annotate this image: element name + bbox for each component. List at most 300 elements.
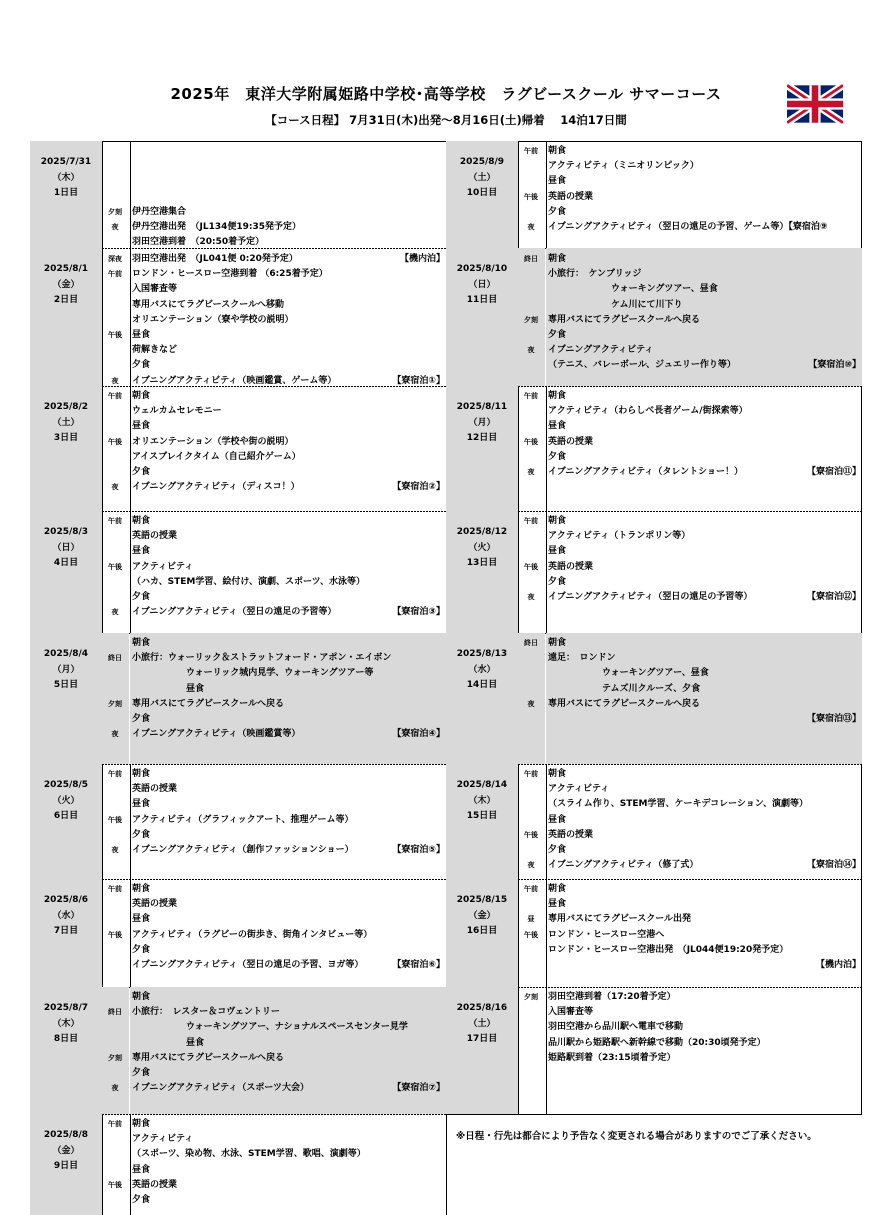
- activity-text: 夕食: [548, 206, 567, 217]
- time-label: 午後: [524, 437, 538, 446]
- schedule-line: [546, 813, 862, 828]
- activity-text: 昼食: [132, 914, 151, 925]
- schedule-line: [108, 767, 446, 782]
- activity-text: 専用バスにてラグビースクールへ戻る: [132, 698, 285, 709]
- schedule-left-column: [30, 141, 446, 1215]
- schedule-line: [527, 343, 862, 358]
- activity-text: ウォーキングツアー、昼食: [548, 668, 709, 679]
- day-block: [30, 511, 446, 633]
- activity-column: [524, 764, 862, 879]
- schedule-line: [108, 1005, 446, 1020]
- day-day: 5日目: [53, 680, 79, 690]
- activity-text: 昼食: [548, 421, 567, 432]
- schedule-line: [111, 1081, 446, 1096]
- schedule-line: [108, 252, 446, 267]
- activity-column: [108, 879, 446, 987]
- time-label: 午後: [524, 192, 538, 201]
- activity-text: （スライム作り、STEM学習、ケーキデコレーション、演劇等）: [548, 799, 809, 810]
- activity-text: 専用バスにてラグビースクールへ移動: [132, 299, 285, 310]
- schedule-line: [130, 990, 446, 1005]
- activity-text: 夕食: [548, 330, 567, 340]
- activity-text: 夕食: [132, 360, 151, 371]
- schedule-line: [546, 205, 862, 220]
- schedule-line: [130, 897, 446, 912]
- lodging-label: 【寮宿泊⑭】: [806, 860, 861, 871]
- activity-column: [108, 1114, 446, 1215]
- schedule-line: [130, 958, 446, 973]
- schedule-line: [108, 1051, 446, 1066]
- schedule-line: [130, 1066, 446, 1081]
- schedule-line: [546, 1051, 862, 1066]
- time-label: 終日: [524, 255, 538, 263]
- time-label: 夜: [111, 730, 119, 739]
- activity-text: アクティビティ: [132, 1134, 194, 1145]
- activity-text: 夕食: [548, 576, 567, 587]
- activity-text: 夕食: [132, 1068, 151, 1078]
- schedule-line: [524, 144, 862, 159]
- activity-text: アクティビティ（ミニオリンピック）: [548, 161, 699, 172]
- day-date: 2025/8/8: [43, 1130, 89, 1140]
- schedule-line: [130, 419, 446, 434]
- schedule-line: [546, 682, 862, 697]
- day-date: 2025/8/9: [459, 157, 505, 167]
- time-label: 夜: [111, 223, 119, 231]
- time-label: 午後: [108, 437, 122, 446]
- schedule-line: [130, 174, 446, 189]
- activity-text: 小旅行： ケンブリッジ: [548, 269, 642, 280]
- schedule-line: [546, 450, 862, 465]
- schedule-line: [527, 590, 862, 605]
- day-date-cell: [446, 633, 518, 764]
- day-date-cell: [446, 511, 518, 633]
- day-weekday: （水）: [52, 910, 80, 921]
- time-label: 午後: [524, 830, 538, 839]
- activity-text: 昼食: [132, 1164, 151, 1175]
- schedule-line: [546, 404, 862, 419]
- time-label: 夜: [527, 346, 535, 355]
- schedule-line: [524, 560, 862, 575]
- day-date: 2025/8/4: [43, 649, 89, 659]
- time-label: 夜: [527, 699, 535, 708]
- schedule-line: [130, 828, 446, 843]
- activity-text: 朝食: [132, 769, 151, 779]
- time-label: 午後: [524, 562, 538, 571]
- day-date: 2025/7/31: [40, 157, 92, 167]
- schedule-line: [546, 544, 862, 559]
- day-block: [30, 633, 446, 764]
- schedule-line: [527, 858, 862, 873]
- activity-text: 昼食: [548, 546, 567, 557]
- time-label: 午前: [524, 147, 538, 155]
- day-date-cell: [446, 987, 518, 1114]
- time-label: 夕刻: [108, 207, 122, 216]
- day-block: [446, 141, 862, 248]
- activity-text: 英語の授業: [132, 784, 178, 795]
- schedule-line: [130, 590, 446, 605]
- activity-column: [524, 386, 862, 511]
- activity-text: 昼食: [132, 421, 151, 432]
- activity-text: イブニングアクティビティ: [548, 345, 654, 356]
- day-date: 2025/8/5: [43, 780, 89, 790]
- schedule-line: [130, 450, 446, 465]
- day-block: [446, 633, 862, 764]
- time-label: 終日: [108, 654, 122, 663]
- activity-text: 小旅行： レスター＆コヴェントリー: [132, 1007, 280, 1018]
- lodging-label: 【寮宿泊⑩】: [808, 360, 861, 371]
- activity-column: [108, 511, 446, 633]
- activity-column: [108, 386, 446, 511]
- schedule-line: [546, 958, 862, 973]
- activity-text: イブニングアクティビティ（翌日の遠足の予習、ゲーム等）【寮宿泊⑨: [548, 222, 828, 232]
- day-date: 2025/8/1: [43, 264, 89, 274]
- time-label: 夜: [111, 608, 119, 617]
- time-label: 午前: [524, 885, 538, 893]
- activity-text: 英語の授業: [548, 829, 594, 840]
- schedule-line: [111, 605, 446, 620]
- day-weekday: （木）: [468, 795, 496, 806]
- schedule-line: [130, 358, 446, 373]
- time-label: 夕刻: [524, 315, 538, 324]
- time-label: 夜: [111, 376, 119, 385]
- activity-text: 夕食: [548, 845, 567, 855]
- activity-text: 英語の授業: [548, 436, 594, 447]
- activity-text: 夕食: [132, 592, 151, 602]
- activity-text: ロンドン・ヒースロー空港へ: [548, 929, 665, 940]
- day-date: 2025/8/3: [43, 527, 89, 537]
- day-block: [30, 248, 446, 386]
- schedule-line: [111, 220, 446, 235]
- schedule-line: [527, 912, 862, 927]
- activity-column: [108, 141, 446, 248]
- day-date: 2025/8/10: [456, 264, 508, 274]
- activity-text: ウォーキングツアー、昼食: [548, 284, 718, 295]
- activity-text: イブニングアクティビティ（翌日の遠足の予習等）: [132, 607, 337, 618]
- day-block: [446, 987, 862, 1114]
- day-block: [30, 764, 446, 879]
- activity-text: 夕食: [132, 829, 151, 840]
- note-area: [446, 1114, 862, 1215]
- schedule-line: [111, 727, 446, 742]
- time-label: 夜: [527, 861, 535, 870]
- day-block: [30, 1114, 446, 1215]
- activity-text: 朝食: [548, 769, 567, 779]
- activity-text: ウォーリック城内見学、ウォーキングツアー等: [132, 668, 374, 679]
- schedule-line: [108, 267, 446, 282]
- schedule-line: [546, 782, 862, 797]
- day-weekday: （金）: [468, 910, 496, 921]
- day-weekday: （金）: [52, 1145, 80, 1156]
- day-day: 14日目: [466, 680, 498, 690]
- day-weekday: （月）: [52, 664, 80, 675]
- time-label: 午前: [524, 517, 538, 525]
- time-label: 午前: [108, 517, 122, 525]
- activity-text: 専用バスにてラグビースクールへ戻る: [132, 1052, 285, 1063]
- day-date-cell: [30, 879, 102, 987]
- activity-text: 朝食: [132, 884, 151, 894]
- day-date-cell: [30, 987, 102, 1114]
- activity-text: ウォーキングツアー、ナショナルスペースセンター見学: [132, 1022, 408, 1033]
- activity-text: 姫路駅到着（23:15頃着予定）: [548, 1052, 676, 1063]
- schedule-line: [130, 1132, 446, 1147]
- schedule-table: [30, 141, 862, 1215]
- activity-column: [524, 987, 862, 1114]
- day-date-cell: [446, 141, 518, 248]
- schedule-line: [546, 419, 862, 434]
- day-weekday: （木）: [52, 172, 80, 183]
- day-weekday: （土）: [468, 1018, 496, 1029]
- day-block: [30, 386, 446, 511]
- activity-text: アクティビティ: [132, 561, 194, 572]
- time-label: 終日: [524, 639, 538, 647]
- schedule-line: [108, 651, 446, 666]
- schedule-line: [524, 313, 862, 328]
- lodging-label: 【寮宿泊⑬】: [806, 714, 861, 724]
- activity-text: 夕食: [548, 451, 567, 462]
- schedule-line: [546, 666, 862, 681]
- schedule-line: [130, 797, 446, 812]
- time-label: 午前: [108, 885, 122, 893]
- day-date-cell: [446, 248, 518, 386]
- schedule-line: [524, 252, 862, 267]
- time-label: 午後: [108, 562, 122, 571]
- time-label: 夜: [111, 1084, 119, 1093]
- activity-text: 英語の授業: [132, 1179, 178, 1190]
- day-day: 3日目: [53, 433, 79, 443]
- schedule-line: [111, 843, 446, 858]
- time-label: 午後: [108, 331, 122, 339]
- schedule-line: [524, 767, 862, 782]
- schedule-line: [524, 514, 862, 529]
- schedule-line: [130, 298, 446, 313]
- activity-text: 英語の授業: [132, 899, 178, 910]
- activity-text: 昼食: [132, 683, 205, 694]
- activity-text: 夕食: [132, 467, 151, 477]
- schedule-line: [108, 1178, 446, 1193]
- activity-text: 夕食: [132, 1195, 151, 1205]
- schedule-line: [524, 990, 862, 1005]
- day-weekday: （金）: [52, 279, 80, 290]
- schedule-line: [130, 404, 446, 419]
- schedule-line: [130, 313, 446, 328]
- time-label: 夕刻: [108, 1053, 122, 1062]
- time-label: 午後: [108, 815, 122, 824]
- activity-text: 朝食: [548, 146, 567, 156]
- activity-text: 昼食: [132, 799, 151, 810]
- day-date-cell: [30, 633, 102, 764]
- activity-column: [524, 879, 862, 987]
- day-day: 2日目: [53, 295, 79, 305]
- schedule-line: [546, 1005, 862, 1020]
- schedule-line: [546, 267, 862, 282]
- activity-text: アクティビティ（ラグビーの街歩き、街角インタビュー等）: [132, 929, 373, 940]
- time-label: 午後: [108, 930, 122, 939]
- schedule-line: [108, 328, 446, 343]
- schedule-line: [111, 480, 446, 495]
- activity-text: 入国審査等: [548, 1007, 594, 1018]
- activity-column: [108, 987, 446, 1114]
- time-label: 終日: [108, 1008, 122, 1017]
- activity-text: アイスブレイクタイム（自己紹介ゲーム）: [132, 451, 301, 462]
- schedule-line: [108, 435, 446, 450]
- schedule-line: [546, 282, 862, 297]
- schedule-line: [546, 328, 862, 343]
- day-date: 2025/8/2: [43, 402, 89, 412]
- schedule-line: [527, 465, 862, 480]
- schedule-line: [130, 190, 446, 205]
- activity-text: テムズ川クルーズ、夕食: [548, 683, 701, 694]
- day-block: [446, 386, 862, 511]
- schedule-line: [108, 560, 446, 575]
- activity-column: [108, 633, 446, 764]
- activity-text: 朝食: [132, 1119, 151, 1129]
- time-label: 夜: [527, 468, 535, 476]
- activity-text: 伊丹空港集合: [132, 206, 187, 217]
- day-date-cell: [446, 386, 518, 511]
- time-label: 午前: [524, 770, 538, 778]
- activity-text: 朝食: [548, 391, 567, 401]
- schedule-line: [108, 813, 446, 828]
- activity-text: 夕食: [132, 714, 151, 724]
- day-day: 16日目: [466, 926, 498, 936]
- day-day: 8日目: [53, 1034, 79, 1044]
- time-label: 夜: [527, 593, 535, 601]
- day-day: 6日目: [53, 811, 79, 821]
- time-column: [518, 987, 545, 1114]
- day-date-cell: [30, 386, 102, 511]
- activity-text: オリエンテーション（学校や街の説明）: [132, 436, 294, 447]
- activity-text: 朝食: [132, 391, 151, 401]
- activity-text: 朝食: [548, 638, 567, 648]
- activity-text: アクティビティ（わらしべ長者ゲーム/街探索等）: [548, 406, 748, 417]
- time-label: 午前: [108, 1120, 122, 1128]
- time-label: 午前: [108, 270, 122, 279]
- activity-column: [524, 248, 862, 386]
- activity-text: 専用バスにてラグビースクールへ戻る: [548, 314, 701, 325]
- activity-text: ケム川にて川下り: [548, 299, 683, 310]
- activity-text: イブニングアクティビティ（映画鑑賞、ゲーム等）: [132, 375, 337, 386]
- day-weekday: （日）: [52, 542, 80, 553]
- activity-text: アクティビティ: [548, 784, 610, 795]
- time-label: 昼: [527, 915, 535, 924]
- schedule-line: [130, 712, 446, 727]
- day-date-cell: [30, 248, 102, 386]
- day-date: 2025/8/15: [456, 895, 508, 905]
- activity-text: 夕食: [132, 944, 151, 955]
- activity-text: 品川駅から姫路駅へ新幹線で移動（20:30頃発予定）: [548, 1037, 766, 1048]
- schedule-line: [130, 943, 446, 958]
- activity-text: 入国審査等: [132, 284, 178, 295]
- schedule-line: [524, 389, 862, 404]
- activity-text: オリエンテーション（寮や学校の説明）: [132, 314, 294, 325]
- day-day: 12日目: [466, 433, 498, 443]
- lodging-label: 【寮宿泊⑥】: [392, 960, 445, 970]
- activity-text: 専用バスにてラグビースクール出発: [548, 914, 692, 925]
- schedule-line: [130, 1163, 446, 1178]
- activity-text: 専用バスにてラグビースクールへ戻る: [548, 698, 701, 709]
- day-weekday: （土）: [468, 172, 496, 183]
- activity-text: 羽田空港出発 （JL041便 0:20発予定）: [132, 254, 298, 264]
- activity-text: アクティビティ（グラフィックアート、推理ゲーム等）: [132, 814, 354, 825]
- lodging-label: 【機内泊】: [399, 254, 445, 264]
- schedule-line: [524, 882, 862, 897]
- time-label: 午前: [108, 392, 122, 400]
- activity-text: イブニングアクティビティ（映画鑑賞等）: [132, 729, 301, 740]
- activity-text: 朝食: [548, 516, 567, 526]
- time-label: 午後: [524, 930, 538, 939]
- activity-text: イブニングアクティビティ（タレントショー！）: [548, 467, 743, 477]
- schedule-line: [546, 159, 862, 174]
- schedule-line: [546, 529, 862, 544]
- schedule-line: [130, 682, 446, 697]
- schedule-line: [130, 144, 446, 159]
- schedule-line: [130, 544, 446, 559]
- time-label: 深夜: [108, 255, 122, 263]
- schedule-line: [527, 697, 862, 712]
- activity-column: [108, 764, 446, 879]
- day-weekday: （水）: [468, 664, 496, 675]
- day-block: [30, 987, 446, 1114]
- time-label: 午前: [524, 392, 538, 400]
- day-date-cell: [30, 1114, 102, 1215]
- schedule-line: [546, 358, 862, 373]
- lodging-label: 【寮宿泊⑤】: [392, 845, 445, 855]
- activity-text: （スポーツ、染め物、水泳、STEM学習、歌唱、演劇等）: [132, 1149, 366, 1160]
- schedule-line: [130, 1020, 446, 1035]
- day-block: [446, 511, 862, 633]
- time-label: 午前: [108, 770, 122, 778]
- day-date-cell: [446, 879, 518, 987]
- schedule-line: [130, 159, 446, 174]
- activity-text: 遠足： ロンドン: [548, 653, 616, 664]
- schedule-line: [108, 697, 446, 712]
- schedule-line: [546, 1020, 862, 1035]
- activity-column: [108, 248, 446, 386]
- lodging-label: 【寮宿泊⑫】: [806, 592, 861, 602]
- schedule-line: [108, 514, 446, 529]
- activity-text: 羽田空港から品川駅へ電車で移動: [548, 1022, 684, 1033]
- time-label: 午後: [108, 1180, 122, 1189]
- page-title: 2025年 東洋大学附属姫路中学校･高等学校 ラグビースクール サマーコース: [170, 85, 722, 103]
- activity-text: 昼食: [132, 546, 151, 557]
- activity-text: ロンドン・ヒースロー空港到着 （6:25着予定）: [132, 269, 328, 280]
- schedule-line: [130, 636, 446, 651]
- uk-flag-icon: [787, 84, 843, 124]
- schedule-line: [546, 575, 862, 590]
- day-weekday: （月）: [468, 417, 496, 428]
- activity-text: 英語の授業: [548, 191, 594, 202]
- activity-text: 昼食: [132, 330, 151, 340]
- activity-text: ロンドン・ヒースロー空港出発 （JL044便19:20発予定）: [548, 944, 789, 955]
- lodging-label: 【寮宿泊①】: [392, 375, 445, 386]
- schedule-line: [130, 282, 446, 297]
- schedule-line: [130, 465, 446, 480]
- day-day: 7日目: [53, 926, 79, 936]
- day-date-cell: [30, 511, 102, 633]
- disclaimer-note: ※日程・行先は都合により予告なく変更される場合がありますのでご了承ください。: [456, 1131, 817, 1142]
- day-block: [446, 248, 862, 386]
- schedule-line: [108, 389, 446, 404]
- lodging-label: 【寮宿泊⑦】: [392, 1083, 445, 1094]
- activity-text: イブニングアクティビティ（ディスコ！）: [132, 482, 300, 493]
- schedule-line: [130, 529, 446, 544]
- schedule-line: [130, 666, 446, 681]
- day-day: 11日目: [466, 295, 498, 305]
- activity-text: （ハカ、STEM学習、絵付け、演劇、スポーツ、水泳等）: [132, 576, 366, 587]
- day-weekday: （日）: [468, 279, 496, 290]
- activity-text: 朝食: [548, 884, 567, 894]
- activity-text: 小旅行：ウォーリック＆ストラットフォード・アポン・エイボン: [132, 653, 392, 664]
- schedule-line: [546, 943, 862, 958]
